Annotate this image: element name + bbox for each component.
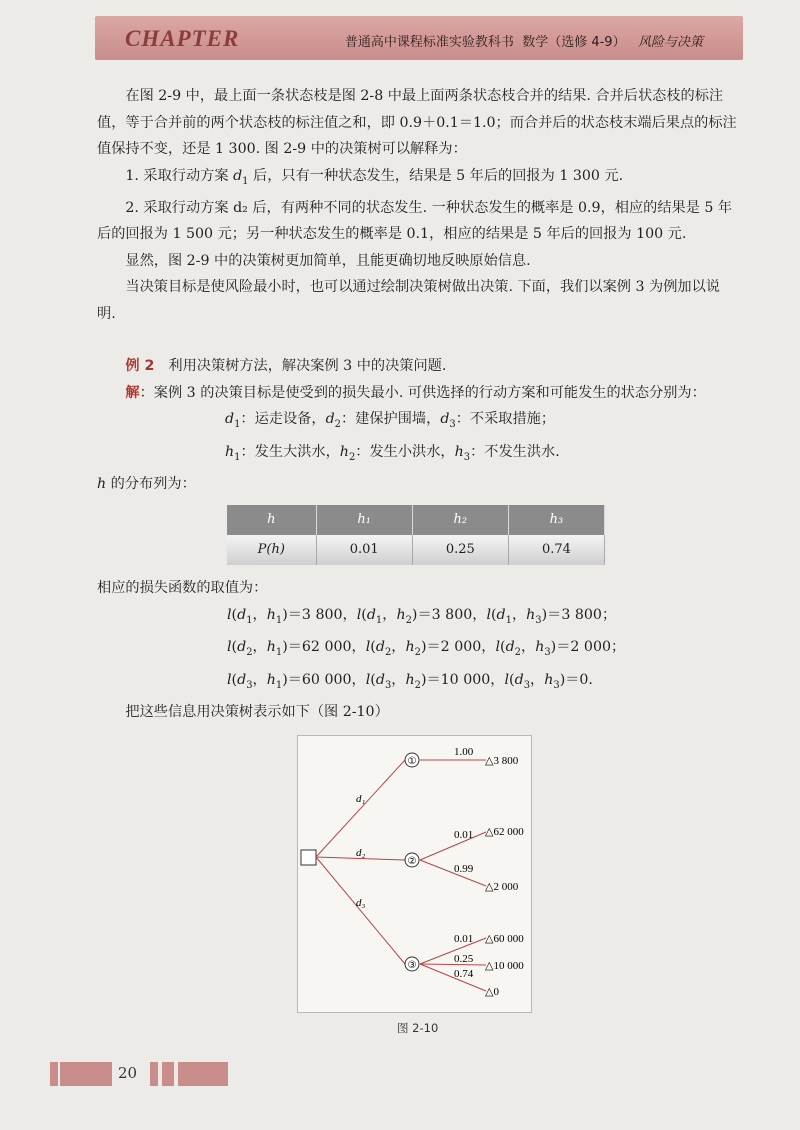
prob-label: 1.00: [454, 746, 474, 758]
example-label: 例 2: [125, 358, 155, 375]
decision-node: [301, 850, 316, 865]
paragraph-2: 1. 采取行动方案 $d_1$ 后，只有一种状态发生，结果是 5 年后的回报为 1 300 元.: [125, 167, 624, 187]
paragraph-3: 2. 采取行动方案 d₂ 后，有两种不同的状态发生. 一种状态发生的概率是 0.9，相应的结果是 5 年后的回报为 1 500 元；另一种状态发生的概率是 0.1，相应的结果是 5 年后的回报为 100 元.: [97, 199, 733, 243]
chapter-label: CHAPTER: [125, 26, 240, 51]
state-branch: [420, 860, 486, 886]
figure-caption: 图 2-10: [397, 1021, 439, 1035]
state-branch: [420, 964, 486, 991]
outcome-label: △60 000: [485, 933, 524, 945]
footer-bar: [178, 1062, 228, 1086]
prob-label: 0.25: [454, 953, 474, 965]
page-number: 20: [118, 1064, 138, 1082]
distribution-table: [227, 505, 605, 565]
branch-label: d₁: [356, 793, 366, 805]
state-branch: [420, 964, 486, 965]
outcome-label: △10 000: [485, 960, 524, 972]
prob-label: 0.74: [454, 968, 474, 980]
table-cell: h₁: [316, 505, 412, 535]
branch-d3: [316, 857, 405, 964]
loss-line-3: $l(d_3$，$h_1)=60$ 000，$l(d_3$，$h_2)=10$ 000，$l(d_3$，$h_3)=0$.: [227, 671, 593, 691]
tree-intro: 把这些信息用决策树表示如下（图 2-10）: [125, 703, 389, 720]
example-2: 例 2 利用决策树方法，解决案例 3 中的决策问题.: [125, 358, 447, 375]
table-cell: 0.74: [508, 535, 604, 565]
prob-label: 0.01: [454, 933, 474, 945]
loss-line-2: $l(d_2$，$h_1)=62$ 000，$l(d_2$，$h_2)=2$ 000，$l(d_2$，$h_3)=2$ 000；: [227, 639, 626, 659]
loss-line-1: $l(d_1$，$h_1)=3$ 800，$l(d_1$，$h_2)=3$ 800，$l(d_1$，$h_3)=3$ 800；: [227, 606, 617, 626]
footer-bar: [162, 1062, 174, 1086]
book-title: 普通高中课程标准实验教科书 数学（选修 4-9） 风险与决策: [344, 35, 703, 50]
table-row: [227, 535, 605, 565]
state-branch: [420, 832, 486, 860]
outcome-label: △0: [485, 986, 499, 998]
outcome-label: △62 000: [485, 826, 524, 838]
table-cell: 0.25: [412, 535, 508, 565]
paragraph-1: 在图 2-9 中，最上面一条状态枝是图 2-8 中最上面两条状态枝合并的结果. 合并后状态枝的标注值，等于合并前的两个状态枝的标注值之和，即 0.9＋0.1＝1.0；而合并后的状态枝末端后果点的标注值保持不变，还是 1 300. 图 2-9 中的决策树可以解释为：: [97, 88, 737, 157]
solution-label: 解: [125, 384, 140, 401]
state-branch: [420, 938, 486, 964]
table-cell: h₂: [412, 505, 508, 535]
footer-bar: [60, 1062, 112, 1086]
footer-bar: [150, 1062, 158, 1086]
table-header-row: [227, 505, 605, 535]
prob-label: 0.99: [454, 863, 474, 875]
table-cell: h₃: [508, 505, 604, 535]
solution: 解：案例 3 的决策目标是使受到的损失最小. 可供选择的行动方案和可能发生的状态分别为：: [125, 384, 706, 401]
outcome-label: △3 800: [485, 755, 519, 767]
subject-label: 数学（选修 4-9）: [522, 35, 626, 50]
dist-intro: h 的分布列为：: [97, 475, 196, 492]
actions-line: $d_1$：运走设备，$d_2$：建保护围墙，$d_3$：不采取措施；: [225, 411, 556, 431]
loss-intro: 相应的损失函数的取值为：: [97, 580, 268, 597]
branch-label: d₃: [356, 897, 366, 909]
decision-tree-figure: [297, 735, 532, 1013]
table-cell: h: [227, 505, 316, 535]
footer-bar: [50, 1062, 58, 1086]
section-label: 风险与决策: [637, 35, 703, 50]
table-cell: P(h): [227, 535, 316, 565]
node-label: ①: [407, 756, 417, 767]
main-content: [97, 83, 737, 725]
node-label: ③: [407, 960, 417, 971]
paragraph-5: 当决策目标是使风险最小时，也可以通过绘制决策树做出决策. 下面，我们以案例 3 为例加以说明.: [97, 279, 720, 322]
paragraph-4: 显然，图 2-9 中的决策树更加简单，且能更确切地反映原始信息.: [125, 252, 531, 269]
branch-d1: [316, 760, 405, 857]
prob-label: 0.01: [454, 829, 474, 841]
node-label: ②: [407, 856, 417, 867]
branch-label: d₂: [356, 847, 366, 859]
states-line: $h_1$：发生大洪水，$h_2$：发生小洪水，$h_3$：不发生洪水.: [225, 443, 560, 463]
outcome-label: △2 000: [485, 881, 519, 893]
page-header: [95, 16, 743, 60]
table-cell: 0.01: [316, 535, 412, 565]
